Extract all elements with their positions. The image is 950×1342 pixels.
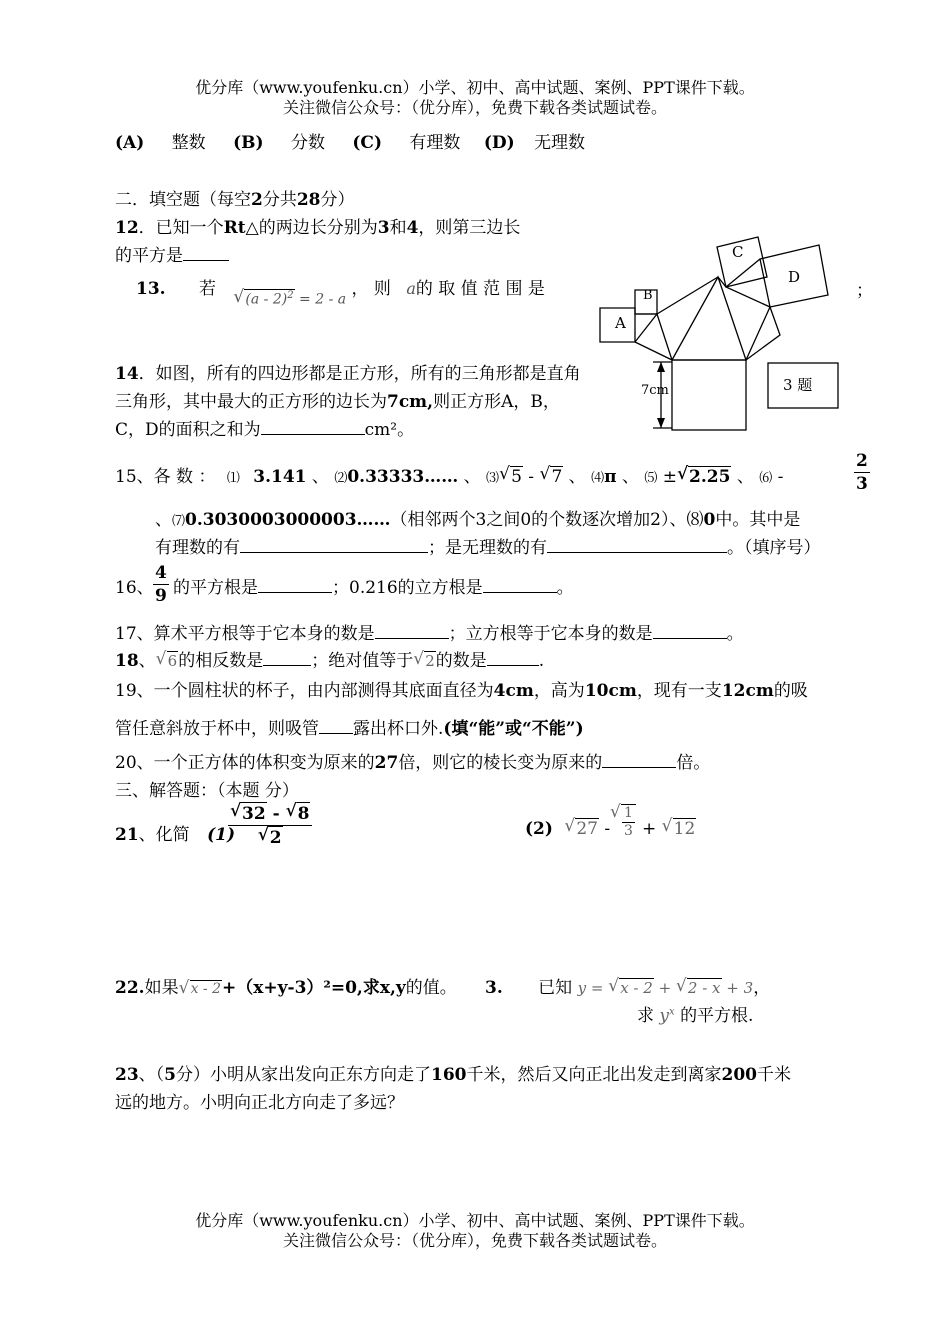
q20-t2: 倍，则它的棱长变为原来的 [398, 753, 603, 773]
q3-y: y [577, 979, 587, 997]
q19-line-1 [115, 676, 808, 701]
q15-v1: 3.141 [253, 467, 307, 487]
choice-options [115, 128, 585, 153]
q16-t2: ； [332, 578, 349, 598]
q15-irrational-blank[interactable] [547, 536, 727, 553]
q17-blank-2[interactable] [653, 622, 727, 639]
q13-expression [233, 289, 346, 308]
q16-frac-num: 4 [155, 563, 167, 583]
q18-t2: ；绝对值等于 [311, 651, 414, 671]
q17-number: 17 [115, 624, 137, 644]
q21-root-8: 8 [297, 804, 310, 824]
q16-frac-den: 9 [155, 586, 167, 606]
q12-line-2 [115, 241, 229, 266]
q16-t1: 的平方根是 [173, 578, 258, 598]
q15-irrational: ；是无理数的有 [428, 538, 547, 558]
q3-sup: x [669, 1006, 675, 1018]
q20-blank[interactable] [602, 751, 676, 768]
q22-t1: 如果 [144, 978, 179, 998]
q20-number: 20 [115, 753, 137, 773]
q23-d2: 200 [721, 1065, 758, 1085]
q16-blank-2[interactable] [483, 576, 557, 593]
q12-answer-blank[interactable] [183, 244, 229, 261]
q13-expr-left: (a - 2) [245, 292, 288, 308]
q15-i7: ⑺ [172, 514, 186, 529]
q3-t3: 的平方根. [680, 1006, 754, 1026]
q15-i8: ⑻ [686, 510, 704, 530]
q16-line-rest [173, 573, 574, 598]
q21-part-1-expression: √ 32 - √ 8 √ 2 [228, 802, 312, 849]
q23-d1: 160 [431, 1065, 467, 1085]
q21-part-2: (2) √ 27 - [525, 818, 610, 839]
q15-i3: ⑶ [486, 471, 500, 486]
q14-length: 7cm, [387, 392, 434, 412]
section-2-title-pre: 二．填空题（每空 [115, 190, 251, 210]
q23-t4: 千米 [757, 1065, 792, 1085]
option-a-tag: (A) [115, 133, 145, 153]
q13-number: 13. [136, 279, 166, 299]
q15-i5: ⑸ [644, 471, 658, 486]
q12-text4: 的平方是 [115, 246, 183, 266]
q18-t4: . [538, 651, 545, 671]
q15-tail: 中。其中是 [715, 510, 801, 530]
header-line-1: 优分库（www.youfenku.cn）小学、初中、高中试题、案例、PPT课件下载。 [195, 78, 755, 97]
q16-number: 16 [115, 578, 137, 598]
footer-line-2: 关注微信公众号：（优分库），免费下载各类试题试卷。 [282, 1231, 667, 1250]
q15-rational-blank[interactable] [240, 536, 428, 553]
q14-number: 14 [115, 364, 139, 384]
figure-label-b: B [643, 288, 653, 303]
q15-i6: ⑹ [759, 471, 773, 486]
figure-label-d: D [788, 268, 801, 286]
q20-t3: 倍。 [676, 753, 711, 773]
q19-t2: ，高为 [533, 681, 585, 701]
q16-blank-1[interactable] [258, 576, 332, 593]
q12-text1: ．已知一个 [138, 218, 224, 238]
q15-v3b: 7 [551, 467, 563, 487]
option-b-tag: (B) [233, 133, 264, 153]
option-d-text: 无理数 [534, 133, 586, 153]
section-2-title [115, 185, 355, 210]
q3-line-1: 3. 已知 y = √ x - 2 + √ 2 - x + 3， [485, 973, 770, 998]
q18-number: 18 [115, 651, 139, 671]
q17-t3: 。 [726, 624, 744, 644]
q18-root-2: 2 [425, 652, 435, 670]
q23-t5: 远的地方。小明向正北方向走了多远？ [115, 1093, 404, 1113]
q13-ruo: 若 [198, 279, 216, 299]
q12-n4: 4 [406, 218, 419, 238]
q19-t4: 的吸 [773, 681, 808, 701]
q3-t2: 求 [637, 1006, 654, 1026]
q21-label [115, 820, 235, 845]
q20-t1: 、一个正方体的体积变为原来的 [136, 753, 375, 773]
q19-t6: 露出杯口外. [353, 719, 444, 739]
ab-lines [635, 314, 672, 360]
q21-frac-num: √ 1 [624, 805, 633, 821]
q23-number: 23 [115, 1065, 139, 1085]
figure-label-c: C [732, 243, 744, 261]
q13-expr-right: = 2 - a [299, 292, 347, 308]
q12-line-1 [115, 213, 520, 238]
q22-line [115, 973, 457, 998]
q14-answer-blank[interactable] [261, 418, 365, 435]
q21-root-32: 32 [242, 804, 266, 824]
q12-number: 12 [115, 218, 139, 238]
q19-t5: 管任意斜放于杯中，则吸管 [115, 719, 319, 739]
section-2-num2: 28 [296, 190, 321, 210]
q15-v6-num: 2 [856, 451, 868, 471]
option-d-tag: (D) [483, 133, 515, 153]
q15-note: （相邻两个3之间0的个数逐次增加2） [390, 510, 670, 530]
q21-part-2-fraction [610, 804, 636, 840]
option-c-text: 有理数 [409, 133, 461, 153]
figure-caption: 3 题 [783, 376, 813, 394]
q14-paragraph [115, 360, 585, 444]
q19-t7: (填“能”或“不能”) [443, 719, 584, 739]
top-triangle [672, 277, 746, 360]
b-connector [657, 277, 718, 314]
figure-side-label: 7cm [641, 383, 669, 398]
q15-v7: 0.3030003000003…… [185, 510, 391, 530]
q15-lead: 、各 数 ： [136, 467, 216, 487]
q18-t1: 的相反数是 [178, 651, 264, 671]
figure-label-a: A [615, 314, 626, 332]
q15-i1: ⑴ [226, 471, 240, 486]
q3-root-1: x - 2 [620, 979, 653, 997]
footer-line-1: 优分库（www.youfenku.cn）小学、初中、高中试题、案例、PPT课件下载。 [195, 1211, 755, 1230]
q23-score: 5 [164, 1065, 177, 1085]
q3-line-2 [637, 1001, 753, 1026]
q23-line-1 [115, 1060, 791, 1085]
q12-rt: Rt△ [223, 218, 259, 238]
q12-text3: ，则第三边长 [418, 218, 521, 238]
q19-line-2 [115, 714, 584, 739]
q17-blank-1[interactable] [375, 622, 449, 639]
q16-line [115, 573, 154, 598]
q15-line-3 [155, 533, 821, 558]
q19-t1: 、一个圆柱状的杯子，由内部测得其底面直径为 [136, 681, 494, 701]
q19-diameter: 4cm [493, 681, 534, 701]
q21-part-2-tail: + √ 12 [642, 818, 696, 839]
q18-blank-1[interactable] [263, 649, 311, 666]
q3-number: 3. [485, 978, 503, 998]
q16-t3: 的立方根是 [397, 578, 483, 598]
q16-t4: 。 [556, 578, 574, 598]
q13-rest: 的 取 值 范 围 是 [415, 279, 545, 299]
header-line-2: 关注微信公众号：（优分库），免费下载各类试题试卷。 [282, 98, 667, 117]
q13-line [136, 274, 545, 308]
q21-part-1-label: (1) [207, 825, 235, 845]
q13-sup: 2 [287, 290, 294, 302]
arrow-head-up [657, 362, 665, 372]
q13-ze: ， 则 [351, 279, 391, 299]
q19-number: 19 [115, 681, 137, 701]
q17-t1: 、算术平方根等于它本身的数是 [136, 624, 375, 644]
q19-length: 12cm [721, 681, 774, 701]
q21-root-2: 2 [269, 828, 282, 848]
arrow-head-down [657, 418, 665, 428]
q22-xy: x,y [379, 978, 406, 998]
big-square [672, 360, 746, 430]
option-c-tag: (C) [352, 133, 382, 153]
q15-v3a: 5 [511, 467, 522, 487]
q18-line [115, 646, 544, 671]
q21-part-2-label: (2) [525, 819, 553, 839]
q12-n3: 3 [377, 218, 390, 238]
q15-line-2: 、⑺0.3030003000003……（相邻两个3之间0的个数逐次增加2）、⑻0中。其中是 [155, 510, 801, 530]
q3-t1: 已知 [538, 978, 573, 998]
q19-height: 10cm [584, 681, 637, 701]
q3-eq: = [590, 979, 604, 997]
q23-t1: 、（ [138, 1065, 165, 1085]
q15-v4: π [604, 467, 617, 487]
q15-end: 。（填序号） [727, 538, 821, 558]
q15-i2: ⑵ [334, 471, 348, 486]
section-2-title-mid: 分共 [262, 190, 297, 210]
q21-number: 21 [115, 825, 139, 845]
q22-t3: 的值。 [405, 978, 457, 998]
q16-value: 0.216 [349, 578, 398, 598]
q3-plus3: + 3 [726, 979, 754, 997]
q15-v6-den: 3 [856, 474, 868, 494]
q15-number: 15 [115, 467, 137, 487]
q20-n: 27 [374, 753, 399, 773]
q21-root-27: 27 [576, 819, 598, 839]
pythagoras-figure [595, 235, 845, 435]
q15-fraction [854, 450, 870, 495]
q16-fraction [153, 562, 169, 607]
q17-t2: ；立方根等于它本身的数是 [448, 624, 653, 644]
q15-rational: 有理数的有 [155, 538, 240, 558]
q20-line [115, 748, 710, 773]
q15-i4: ⑷ [591, 471, 605, 486]
q13-semicolon: ； [856, 281, 873, 301]
q21-t1: 、化简 [138, 825, 190, 845]
q18-blank-2[interactable] [487, 649, 539, 666]
q22-t2: +（x+y-3）²=0,求 [222, 978, 380, 998]
q14-text2: 则正方形A，B，C，D的面积之和为 [115, 392, 560, 440]
q15-v5: 2.25 [689, 467, 731, 487]
q23-t3: 千米，然后又向正北出发走到离家 [466, 1065, 722, 1085]
q15-line-1: 15、各 数 ： ⑴ 3.141 、 ⑵0.33333…… 、 ⑶√ 5 - √ 7 、 ⑷π 、 ⑸ ±√ 2.25 、 ⑹ - [115, 462, 783, 487]
q15-v2: 0.33333…… [347, 467, 459, 487]
q22-number: 22. [115, 978, 145, 998]
q3-comma: ， [753, 978, 771, 998]
q15-v8: 0 [703, 510, 716, 530]
q21-root-12: 12 [673, 819, 696, 839]
q23-t2: 分）小明从家出发向正东方向走了 [176, 1065, 432, 1085]
q14-text: ．如图，所有的四边形都是正方形，所有的三角形都是直角三角形，其中最大的正方形的边长为 [115, 364, 581, 412]
q18-root-1: 6 [167, 652, 178, 670]
q21-frac-den: 3 [624, 823, 633, 839]
q19-t3: ，现有一支 [636, 681, 722, 701]
q22-root: x - 2 [190, 981, 222, 997]
ab-divider [635, 314, 657, 342]
option-b-text: 分数 [290, 133, 325, 153]
q18-sep: 、 [138, 651, 156, 671]
q18-t3: 的数是 [435, 651, 487, 671]
section-3-title: 三、解答题：（本题 分） [115, 781, 299, 801]
section-2-title-post: 分） [320, 190, 355, 210]
q13-a: a [406, 279, 416, 298]
section-2-num1: 2 [251, 190, 263, 210]
q19-blank[interactable] [319, 717, 353, 734]
q12-text2: 的两边长分别为 [258, 218, 378, 238]
q12-and: 和 [389, 218, 407, 238]
q17-line [115, 619, 744, 644]
q16-sep: 、 [136, 578, 154, 598]
q14-unit: cm²。 [364, 420, 415, 440]
q3-root-2: 2 - x [687, 979, 721, 997]
q3-yx: y [659, 1006, 670, 1026]
option-a-text: 整数 [171, 133, 206, 153]
